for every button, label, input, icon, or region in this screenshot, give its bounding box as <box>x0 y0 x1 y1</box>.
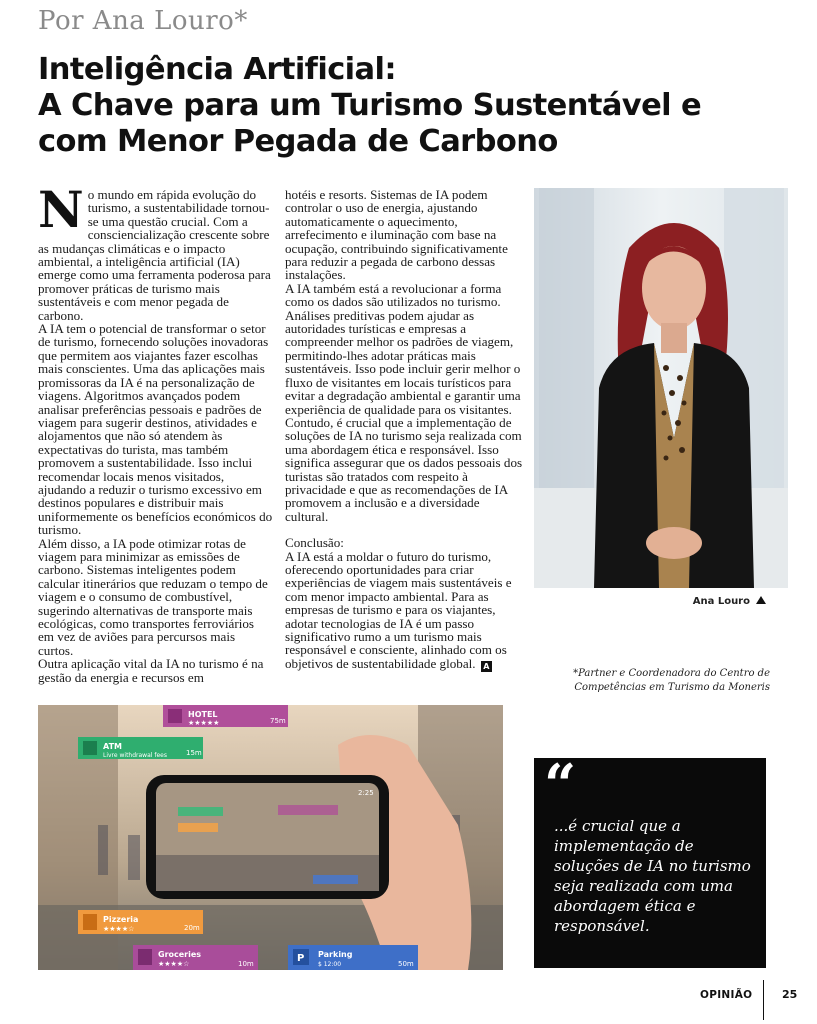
paragraph: A IA também está a revolucionar a forma como os dados são utilizados no turismo. Análises preditivas podem ajudar as autoridades turísticas e empresas a compreender melhor os padrões de viagem, permitindo-lhes adotar práticas mais sustentáveis. Isso pode incluir gerir melhor o fluxo de visitantes em locais turísticos para evitar a degradação ambiental e garantir uma experiência de qualidade para os visitantes. <box>285 280 521 417</box>
headline-line-3: com Menor Pegada de Carbono <box>38 124 558 159</box>
headline-line-2: A Chave para um Turismo Sustentável e <box>38 88 702 123</box>
footer-divider <box>763 980 764 1020</box>
author-note: *Partner e Coordenadora do Centro de Competências em Turismo da Moneris <box>573 668 770 693</box>
paragraph: Contudo, é crucial que a implementação de soluções de IA no turismo seja realizada com uma abordagem ética e responsável. Isso significa assegurar que os dados pessoais dos turistas são tratados com respeito à privacidade e que as recomendações de IA promovem a inclusão e a diversidade cultural. <box>285 414 523 524</box>
parking-subtitle: $ 12:00 <box>318 961 342 968</box>
hotel-stars: ★★★★★ <box>188 719 220 727</box>
end-mark-icon: A <box>481 661 492 672</box>
pull-quote-text: ...é crucial que a implementação de soluções de IA no turismo seja realizada com uma abordagem ética e responsável. <box>554 817 751 935</box>
byline: Por Ana Louro* <box>38 6 248 36</box>
pizzeria-stars: ★★★★☆ <box>103 925 135 933</box>
paragraph: Além disso, a IA pode otimizar rotas de viagem para minimizar as emissões de carbono. Sistemas inteligentes podem calcular itinerários que reduzam o tempo de viagem e o consumo de combustível, sugerindo alternativas de transporte mais ecológicas, como transportes ferroviários em vez de aviões para percursos mais curtos. <box>38 535 268 658</box>
pull-quote <box>534 752 766 968</box>
headline-line-1: Inteligência Artificial: <box>38 52 396 87</box>
paragraph: A IA está a moldar o futuro do turismo, oferecendo oportunidades para criar experiências de viagem mais sustentáveis e com menor impacto ambiental. Para as empresas de turismo e para os viajantes, adotar tecnologias de IA é um passo significativo rumo a um turismo mais responsável e consciente, alinhado com os objetivos de sustentabilidade global. A <box>285 548 512 671</box>
parking-label: Parking <box>318 950 353 959</box>
pizzeria-dist: 20m <box>184 924 200 932</box>
groceries-label: Groceries <box>158 950 202 959</box>
author-photo <box>534 188 788 588</box>
paragraph: No mundo em rápida evolução do turismo, a sustentabilidade tornou-se uma questão crucial. Com a consciencialização crescente sobre as mudanças climáticas e o impacto ambiental, a inteligência artificial (IA) emerge como uma ferramenta poderosa para promover práticas de turismo mais sustentáveis e com menor pegada de carbono. <box>38 180 271 323</box>
quote-mark-icon: “ <box>544 752 577 818</box>
conclusion-label: Conclusão: <box>285 535 344 551</box>
page-number: 25 <box>782 988 798 1001</box>
atm-subtitle: Livre withdrawal fees <box>103 752 167 759</box>
headline <box>38 52 758 160</box>
groceries-stars: ★★★★☆ <box>158 960 190 968</box>
paragraph: A IA tem o potencial de transformar o setor de turismo, fornecendo soluções inovadoras que permitem aos viajantes fazer escolhas mais conscientes. Uma das aplicações mais promissoras da IA é na personalização de viagens. Algoritmos avançados podem analisar preferências pessoais e padrões de viagem para sugerir destinos, atividades e alojamentos que não só atendem às expectativas do turista, mas também promovem a sustentabilidade. Isso inclui recomendar locais menos visitados, ajudando a reduzir o turismo excessivo em destinos populares e distribuir mais uniformemente os benefícios económicos do turismo. <box>38 321 273 538</box>
pizzeria-label: Pizzeria <box>103 915 139 924</box>
drop-cap: N <box>38 180 84 239</box>
paragraph: hotéis e resorts. Sistemas de IA podem controlar o uso de energia, ajustando automaticamente o aquecimento, arrefecimento e iluminação com base na ocupação, contribuindo significativamente para reduzir a pegada de carbono dessas instalações. <box>285 187 508 283</box>
ar-illustration <box>38 705 503 970</box>
hotel-dist: 75m <box>270 717 286 725</box>
triangle-up-icon <box>756 596 766 604</box>
body-column-1 <box>38 180 273 685</box>
atm-label: ATM <box>103 742 122 751</box>
phone-time: 2:25 <box>358 789 374 797</box>
atm-dist: 15m <box>186 749 202 757</box>
hotel-label: HOTEL <box>188 710 218 719</box>
paragraph: Outra aplicação vital da IA no turismo é na gestão da energia e recursos em <box>38 656 264 685</box>
photo-caption: Ana Louro <box>534 596 766 607</box>
body-column-2 <box>285 188 525 672</box>
section-label: OPINIÃO <box>700 989 753 1001</box>
parking-dist: 50m <box>398 960 414 968</box>
parking-icon: P <box>297 953 305 964</box>
groceries-dist: 10m <box>238 960 254 968</box>
